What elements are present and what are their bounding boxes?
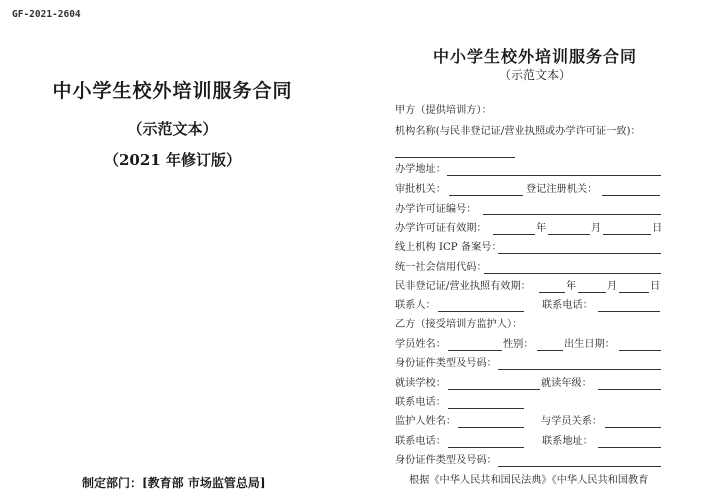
contact-phone-label: 联系电话： <box>542 300 593 311</box>
id-type2-blank <box>498 466 661 467</box>
license-no-blank <box>483 214 661 215</box>
registration-authority-label: 登记注册机关： <box>526 184 598 195</box>
id-type-label: 身份证件类型及号码： <box>395 358 497 369</box>
reg-year-blank <box>539 292 565 293</box>
phone-blank <box>448 408 524 409</box>
credit-code-blank <box>484 273 661 274</box>
gender-blank <box>537 350 563 351</box>
contact-phone-blank <box>598 311 660 312</box>
school-address-blank <box>447 175 661 176</box>
address-label: 联系地址： <box>542 436 593 447</box>
approval-authority-blank <box>449 195 523 196</box>
reg-year-label: 年 <box>566 281 577 292</box>
approval-authority-label: 审批机关： <box>395 184 446 195</box>
contact-blank <box>438 311 524 312</box>
license-month-label: 月 <box>591 223 602 234</box>
cover-version: （2021 年修订版） <box>104 151 241 169</box>
license-day-label: 日 <box>652 223 663 234</box>
icp-blank <box>498 253 661 254</box>
credit-code-label: 统一社会信用代码： <box>395 262 487 273</box>
reg-valid-label: 民非登记证/营业执照有效期： <box>395 281 531 292</box>
registration-authority-blank <box>602 195 660 196</box>
license-month-blank <box>548 234 590 235</box>
reg-month-label: 月 <box>607 281 618 292</box>
icp-label: 线上机构 ICP 备案号： <box>395 242 502 253</box>
relation-blank <box>605 427 661 428</box>
id-type2-label: 身份证件类型及号码： <box>395 455 497 466</box>
license-year-label: 年 <box>536 223 547 234</box>
org-name-label: 机构名称(与民非登记证/营业执照或办学许可证一致)： <box>395 126 641 137</box>
id-type-blank <box>498 369 661 370</box>
reg-day-blank <box>619 292 649 293</box>
guardian-name-label: 监护人姓名： <box>395 416 457 427</box>
grade-blank <box>598 389 661 390</box>
address-blank <box>598 447 661 448</box>
cover-issuer: 制定部门：[教育部 市场监管总局] <box>82 476 266 490</box>
license-day-blank <box>603 234 651 235</box>
reg-day-label: 日 <box>650 281 661 292</box>
school-label: 就读学校： <box>395 378 446 389</box>
school-address-label: 办学地址： <box>395 164 446 175</box>
license-no-label: 办学许可证编号： <box>395 204 477 215</box>
birth-date-blank <box>619 350 661 351</box>
gender-label: 性别： <box>503 339 534 350</box>
guardian-name-blank <box>458 427 524 428</box>
party-a-label: 甲方（提供培训方）： <box>395 105 492 116</box>
cover-subtitle: （示范文本） <box>127 120 218 138</box>
license-valid-label: 办学许可证有效期： <box>395 223 487 234</box>
contract-subtitle: （示范文本） <box>498 68 571 82</box>
student-name-blank <box>448 350 502 351</box>
contact-label: 联系人： <box>395 300 436 311</box>
reg-month-blank <box>578 292 606 293</box>
birth-date-label: 出生日期： <box>564 339 615 350</box>
grade-label: 就读年级： <box>541 378 592 389</box>
phone2-blank <box>448 447 524 448</box>
contract-title: 中小学生校外培训服务合同 <box>432 47 637 66</box>
school-blank <box>448 389 540 390</box>
cover-title: 中小学生校外培训服务合同 <box>52 80 293 102</box>
org-name-blank <box>395 157 515 158</box>
contract-code: GF-2021-2604 <box>12 9 81 20</box>
phone-label: 联系电话： <box>395 397 446 408</box>
basis-text: 根据《中华人民共和国民法典》《中华人民共和国教育 <box>409 475 649 486</box>
relation-label: 与学员关系： <box>541 416 603 427</box>
party-b-label: 乙方（接受培训方监护人）： <box>395 319 523 330</box>
phone2-label: 联系电话： <box>395 436 446 447</box>
student-name-label: 学员姓名： <box>395 339 446 350</box>
license-year-blank <box>493 234 535 235</box>
